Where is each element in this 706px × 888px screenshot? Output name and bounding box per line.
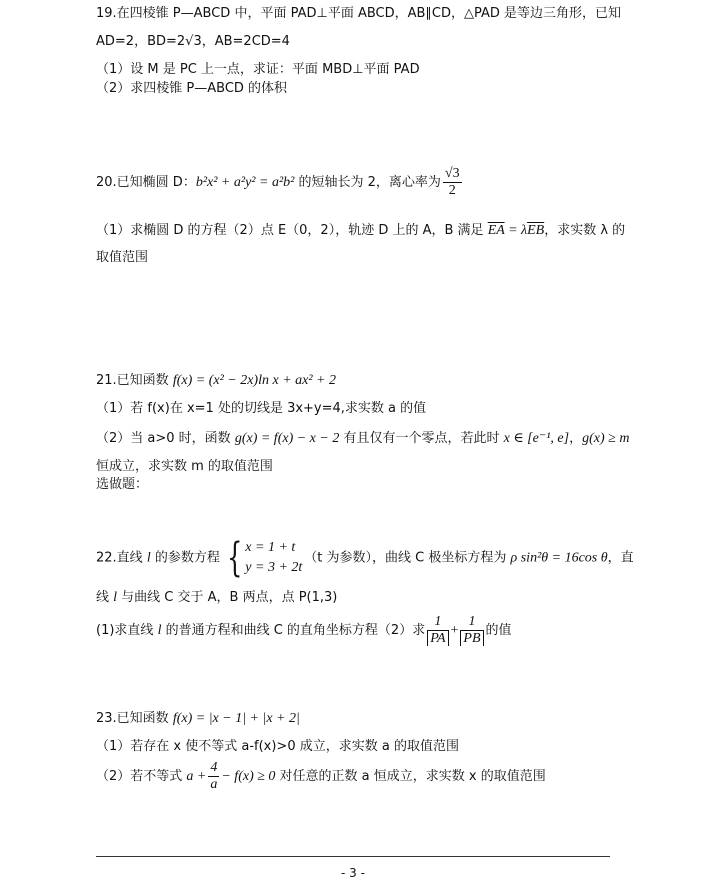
q21-domain: x ∈ [e⁻¹, e] xyxy=(503,431,570,446)
q22-part-a: (1)求直线 xyxy=(96,623,158,638)
q20-vector-mid: = λ xyxy=(504,223,528,238)
q22-intro xyxy=(96,535,634,581)
q22-line-l-3: l xyxy=(157,623,162,638)
q21-part2 xyxy=(96,430,629,448)
q20-equation: b²x² + a²y² = a²b² xyxy=(195,175,295,190)
q21-part2-a: （2）当 a>0 时，函数 xyxy=(96,431,235,446)
elective-heading: 选做题： xyxy=(96,477,149,492)
q22-intro-d: ，直 xyxy=(607,550,634,566)
q23-part2-b: 对任意的正数 a 恒成立，求实数 x 的取值范围 xyxy=(275,769,546,784)
q19-condition: AD=2，BD=2√3，AB=2CD=4 xyxy=(96,34,290,49)
q22-part-c: 的值 xyxy=(485,623,512,638)
q22-f1-num: 1 xyxy=(427,614,448,631)
page-number: - 3 - xyxy=(341,866,365,880)
q22-line-l: l xyxy=(146,550,151,566)
q21-part2-b: 有且仅有一个零点，若此时 xyxy=(339,431,504,446)
q23-intro xyxy=(96,710,300,728)
q23-intro-a: 23.已知函数 xyxy=(96,711,173,726)
q21-intro xyxy=(96,372,336,390)
q22-line2 xyxy=(96,589,337,607)
q23-frac-den: a xyxy=(210,777,218,792)
q20-vector-eb: $\overline{EB}$ xyxy=(527,223,545,238)
q22-f1-den: PA xyxy=(427,631,448,646)
q22-fraction-pb xyxy=(460,614,483,647)
q23-part1: （1）若存在 x 使不等式 a-f(x)>0 成立，求实数 a 的取值范围 xyxy=(96,739,459,754)
q22-polar-eq: ρ sin²θ = 16cos θ xyxy=(510,550,608,566)
q22-intro-c: （t 为参数），曲线 C 极坐标方程为 xyxy=(304,550,511,566)
q22-f2-den: PB xyxy=(460,631,483,646)
q23-fraction-4a xyxy=(208,760,219,793)
q20-part1-a: （1）求椭圆 D 的方程（2）点 E（0，2），轨迹 D 上的 A，B 满足 xyxy=(96,223,488,238)
q22-parametric-system: { x = 1 + t y = 3 + 2t xyxy=(226,535,303,581)
q21-inequality: g(x) ≥ m xyxy=(582,431,630,446)
q22-line-l-2: l xyxy=(113,590,118,605)
q23-expr-a: a + xyxy=(186,769,207,784)
q20-intro-b: 的短轴长为 2，离心率为 xyxy=(294,175,441,190)
q22-parts xyxy=(96,614,512,647)
q22-intro-a: 22.直线 xyxy=(96,550,147,566)
q21-g-function: g(x) = f(x) − x − 2 xyxy=(234,431,340,446)
q21-intro-a: 21.已知函数 xyxy=(96,373,173,388)
q20-part1-cont: 取值范围 xyxy=(96,250,149,265)
q20-part1 xyxy=(96,222,625,240)
q20-ecc-num: √3 xyxy=(444,166,460,181)
q22-line2-a: 线 xyxy=(96,590,114,605)
q22-sys-row1: x = 1 + t xyxy=(245,540,296,555)
q22-plus: + xyxy=(450,623,459,638)
q21-part2-cont: 恒成立，求实数 m 的取值范围 xyxy=(96,459,273,474)
q22-f2-num: 1 xyxy=(460,614,483,631)
q19-part1: （1）设 M 是 PC 上一点，求证：平面 MBD⊥平面 PAD xyxy=(96,62,420,77)
q22-line2-b: 与曲线 C 交于 A，B 两点，点 P(1,3) xyxy=(117,590,338,605)
q20-part1-b: ，求实数 λ 的 xyxy=(544,223,626,238)
q20-eccentricity xyxy=(443,166,462,199)
q22-part-b: 的普通方程和曲线 C 的直角坐标方程（2）求 xyxy=(161,623,426,638)
q20-intro xyxy=(96,166,464,199)
q22-intro-b: 的参数方程 xyxy=(150,550,220,566)
q23-function: f(x) = |x − 1| + |x + 2| xyxy=(172,711,300,726)
q23-expr-b: − f(x) ≥ 0 xyxy=(221,769,276,784)
q22-sys-row2: y = 3 + 2t xyxy=(245,560,303,575)
q22-fraction-pa xyxy=(427,614,448,647)
q23-part2 xyxy=(96,760,546,793)
q20-intro-a: 20.已知椭圆 D： xyxy=(96,175,196,190)
q21-part2-c: ， xyxy=(569,431,583,446)
footer-rule xyxy=(96,856,610,857)
q23-frac-num: 4 xyxy=(210,760,218,775)
q19-intro: 19.在四棱锥 P—ABCD 中，平面 PAD⊥平面 ABCD，AB∥CD，△PAD 是等边三角形，已知 xyxy=(96,6,622,21)
q21-part1: （1）若 f(x)在 x=1 处的切线是 3x+y=4,求实数 a 的值 xyxy=(96,401,427,416)
q20-vector-ea: $\overline{EA}$ xyxy=(487,223,505,238)
q19-part2: （2）求四棱锥 P—ABCD 的体积 xyxy=(96,81,288,96)
q21-function: f(x) = (x² − 2x)ln x + ax² + 2 xyxy=(172,373,336,388)
q20-ecc-den: 2 xyxy=(448,183,456,198)
q23-part2-a: （2）若不等式 xyxy=(96,769,187,784)
